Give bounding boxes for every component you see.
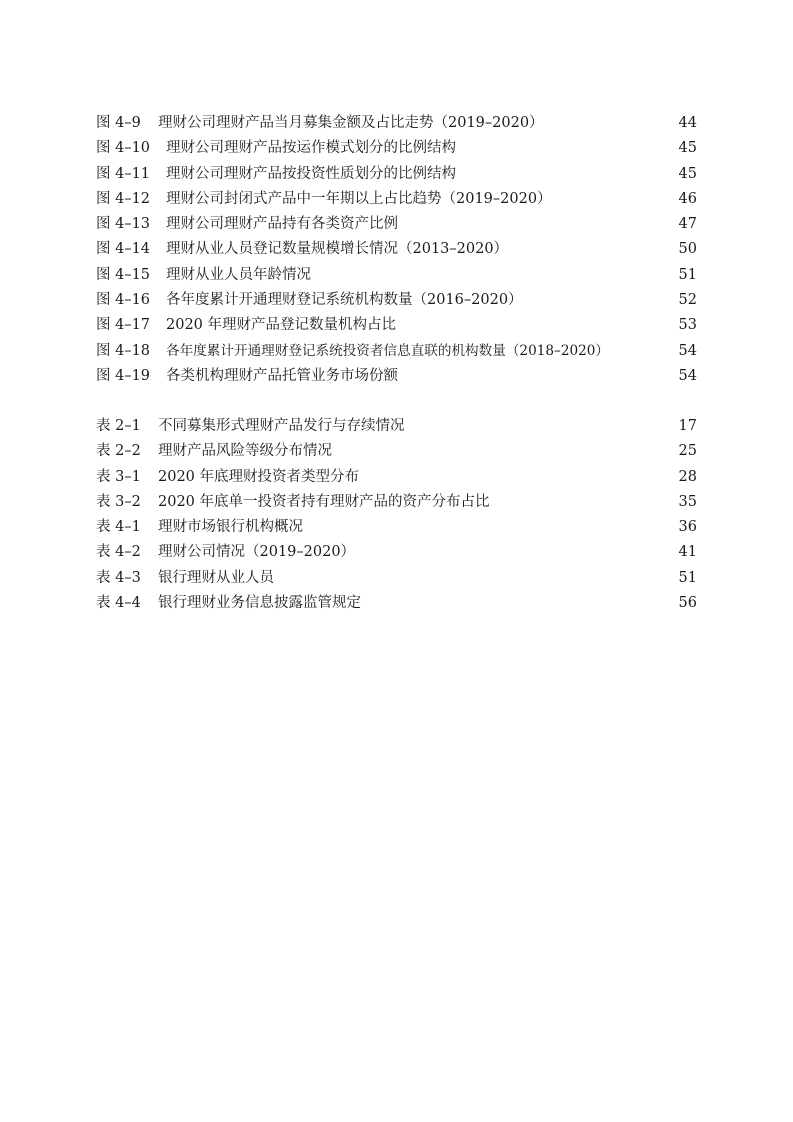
figure-label: 图 4–15 xyxy=(96,266,151,283)
table-label: 表 4–1 xyxy=(96,519,141,536)
table-title: 2020 年底单一投资者持有理财产品的资产分布占比 xyxy=(158,493,490,510)
table-label: 表 4–4 xyxy=(96,595,141,612)
page-number: 25 xyxy=(678,443,697,460)
table-title: 理财市场银行机构概况 xyxy=(158,519,303,536)
table-title: 理财公司情况（2019–2020） xyxy=(158,544,356,561)
table-label: 表 4–3 xyxy=(96,569,141,586)
figure-entry[interactable] xyxy=(96,288,697,313)
table-entry[interactable] xyxy=(96,414,697,439)
figure-title: 理财从业人员年龄情况 xyxy=(166,266,311,283)
page-number: 53 xyxy=(678,317,697,334)
table-label: 表 3–1 xyxy=(96,468,141,485)
page-number: 56 xyxy=(678,595,697,612)
figure-label: 图 4–19 xyxy=(96,367,151,384)
figure-entry[interactable] xyxy=(96,237,697,262)
figure-title: 理财从业人员登记数量规模增长情况（2013–2020） xyxy=(166,241,509,258)
page-number: 54 xyxy=(678,367,697,384)
figure-entry[interactable] xyxy=(96,263,697,288)
table-entry[interactable] xyxy=(96,439,697,464)
table-title: 银行理财从业人员 xyxy=(158,569,274,586)
table-title: 理财产品风险等级分布情况 xyxy=(158,443,332,460)
page-number: 36 xyxy=(678,519,697,536)
page-number: 51 xyxy=(678,266,697,283)
page-number: 51 xyxy=(678,569,697,586)
page-number: 17 xyxy=(678,418,697,434)
figure-label: 图 4–11 xyxy=(96,165,151,182)
figure-entry[interactable] xyxy=(96,212,697,237)
figure-title: 理财公司理财产品按投资性质划分的比例结构 xyxy=(166,165,456,182)
figure-label: 图 4–16 xyxy=(96,292,151,309)
figure-entry[interactable] xyxy=(96,364,697,389)
table-title: 2020 年底理财投资者类型分布 xyxy=(158,468,360,485)
table-title: 不同募集形式理财产品发行与存续情况 xyxy=(158,418,405,434)
figure-label: 图 4–10 xyxy=(96,140,151,157)
table-title: 银行理财业务信息披露监管规定 xyxy=(158,595,361,612)
figure-label: 图 4–14 xyxy=(96,241,151,258)
page-number: 47 xyxy=(678,216,697,233)
table-entry[interactable] xyxy=(96,540,697,565)
page-number: 45 xyxy=(678,140,697,157)
figure-label: 图 4–12 xyxy=(96,190,151,207)
figure-title: 2020 年理财产品登记数量机构占比 xyxy=(166,317,397,334)
figure-label: 图 4–18 xyxy=(96,342,151,359)
table-entry[interactable] xyxy=(96,465,697,490)
figure-title: 理财公司理财产品按运作模式划分的比例结构 xyxy=(166,140,456,157)
page-number: 54 xyxy=(678,342,697,359)
page-number: 35 xyxy=(678,493,697,510)
figure-entry[interactable] xyxy=(96,136,697,161)
page-number: 52 xyxy=(678,292,697,309)
page-number: 28 xyxy=(678,468,697,485)
page-number: 50 xyxy=(678,241,697,258)
figure-label: 图 4–13 xyxy=(96,216,151,233)
figure-title: 理财公司理财产品持有各类资产比例 xyxy=(166,216,398,233)
table-entry[interactable] xyxy=(96,566,697,591)
page-number: 41 xyxy=(678,544,697,561)
figure-label: 图 4–17 xyxy=(96,317,151,334)
list-of-tables xyxy=(96,414,697,616)
figure-entry[interactable] xyxy=(96,187,697,212)
figure-entry[interactable] xyxy=(96,313,697,338)
table-entry[interactable] xyxy=(96,515,697,540)
list-of-figures xyxy=(96,111,697,389)
figure-entry[interactable] xyxy=(96,339,697,364)
page-number: 45 xyxy=(678,165,697,182)
figure-entry[interactable] xyxy=(96,162,697,187)
figure-title: 各类机构理财产品托管业务市场份额 xyxy=(166,367,398,384)
figure-title: 各年度累计开通理财登记系统机构数量（2016–2020） xyxy=(166,292,523,309)
table-entry[interactable] xyxy=(96,490,697,515)
page-number: 44 xyxy=(678,115,697,131)
page-number: 46 xyxy=(678,190,697,207)
table-label: 表 2–1 xyxy=(96,418,141,434)
figure-label: 图 4–9 xyxy=(96,115,141,131)
figure-title: 理财公司封闭式产品中一年期以上占比趋势（2019–2020） xyxy=(166,190,552,207)
table-label: 表 2–2 xyxy=(96,443,141,460)
table-entry[interactable] xyxy=(96,591,697,616)
figure-title: 理财公司理财产品当月募集金额及占比走势（2019–2020） xyxy=(158,115,544,131)
table-label: 表 3–2 xyxy=(96,493,141,510)
figure-entry[interactable] xyxy=(96,111,697,136)
table-label: 表 4–2 xyxy=(96,544,141,561)
figure-title: 各年度累计开通理财登记系统投资者信息直联的机构数量（2018–2020） xyxy=(166,342,610,359)
